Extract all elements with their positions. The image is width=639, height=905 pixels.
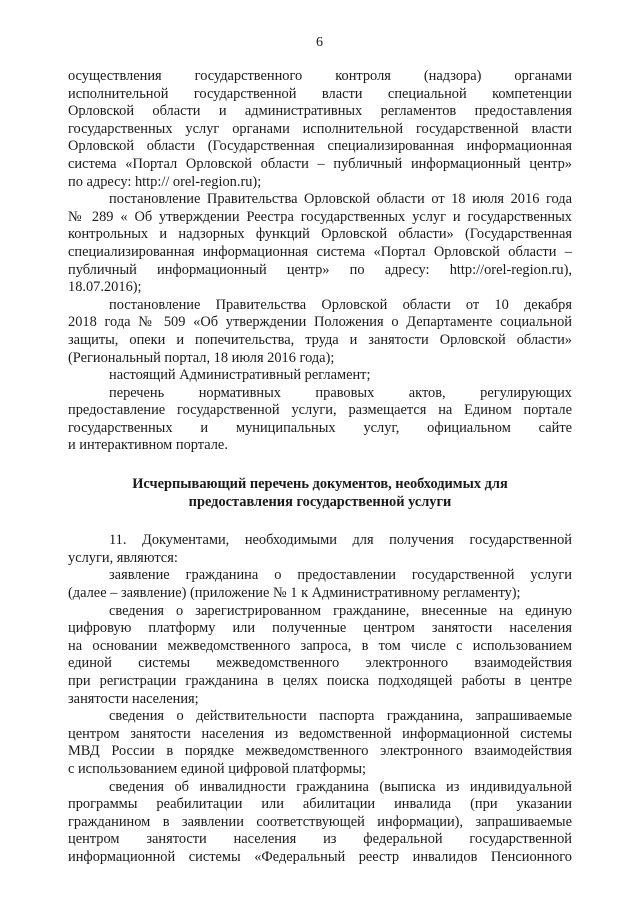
document-body [68, 68, 572, 867]
text-line: сведения о действительности паспорта гражданина, запрашиваемые [109, 708, 572, 725]
text-line: контрольных и надзорных функций Орловской области» (Государственная [68, 226, 572, 243]
text-line: система «Портал Орловской области – публичный информационный центр» [68, 155, 572, 172]
text-line: программы реабилитации или абилитации инвалида (при указании [68, 796, 572, 813]
text-line: предоставление государственной услуги, размещается на Едином портале [68, 402, 572, 419]
text-line: по адресу: http:// orel-region.ru); [68, 173, 262, 190]
text-line: информационной системы «Федеральный реестр инвалидов Пенсионного [68, 848, 572, 865]
text-line: и интерактивном портале. [68, 437, 228, 454]
section-heading: предоставления государственной услуги [188, 493, 452, 510]
text-line: специализированная информационная система «Портал Орловской области – [68, 243, 572, 260]
text-line: государственных и муниципальных услуг, официальном сайте [68, 419, 572, 436]
text-line: Орловской области (Государственная специализированная информационная [68, 138, 572, 155]
text-line: услуги, являются: [68, 549, 178, 566]
text-line: постановление Правительства Орловской области от 10 декабря [109, 296, 572, 313]
text-line: (далее – заявление) (приложение № 1 к Административному регламенту); [68, 585, 521, 602]
text-line: (Региональный портал, 18 июля 2016 года); [68, 349, 335, 366]
text-line: № 289 « Об утверждении Реестра государственных услуг и государственных [68, 208, 572, 225]
text-line: публичный информационный центр» по адресу: http://orel-region.ru), [68, 261, 572, 278]
text-line: государственных услуг органами исполнительной государственной власти [68, 120, 572, 137]
text-line: перечень нормативных правовых актов, регулирующих [109, 384, 572, 401]
text-line: сведения о зарегистрированном гражданине, внесенные на единую [109, 602, 572, 619]
text-line: занятости населения; [68, 690, 199, 707]
text-line: защиты, опеки и попечительства, труда и занятости Орловской области» [68, 331, 572, 348]
text-line: 11. Документами, необходимыми для получения государственной [109, 532, 572, 549]
text-line: при регистрации гражданина в целях поиска подходящей работы в центре [68, 673, 572, 689]
text-line: заявление гражданина о предоставлении государственной услуги [109, 567, 572, 584]
text-line: осуществления государственного контроля (надзора) органами [68, 68, 572, 84]
page-number: 6 [316, 35, 323, 50]
section-heading: Исчерпывающий перечень документов, необходимых для [132, 476, 508, 493]
text-line: единой системы межведомственного электронного взаимодействия [68, 655, 572, 672]
text-line: 18.07.2016); [68, 279, 142, 296]
text-line: на основании межведомственного запроса, в том числе с использованием [68, 637, 572, 654]
text-line: настоящий Административный регламент; [109, 367, 371, 384]
text-line: исполнительной государственной власти специальной компетенции [68, 85, 572, 102]
text-line: 2018 года № 509 «Об утверждении Положения о Департаменте социальной [68, 314, 572, 331]
text-line: центром занятости населения из ведомственной информационной системы [68, 725, 572, 742]
text-line: сведения об инвалидности гражданина (выписка из индивидуальной [109, 778, 572, 795]
text-line: МВД России в порядке межведомственного электронного взаимодействия [68, 743, 572, 760]
text-line: гражданином в заявлении соответствующей информации), запрашиваемые [68, 813, 572, 830]
text-line: постановление Правительства Орловской области от 18 июля 2016 года [109, 191, 572, 208]
text-line: центром занятости населения из федеральной государственной [68, 831, 572, 848]
text-line: Орловской области и административных регламентов предоставления [68, 103, 572, 120]
text-line: цифровую платформу или полученные центром занятости населения [68, 620, 572, 637]
text-line: с использованием единой цифровой платформы; [68, 760, 366, 777]
